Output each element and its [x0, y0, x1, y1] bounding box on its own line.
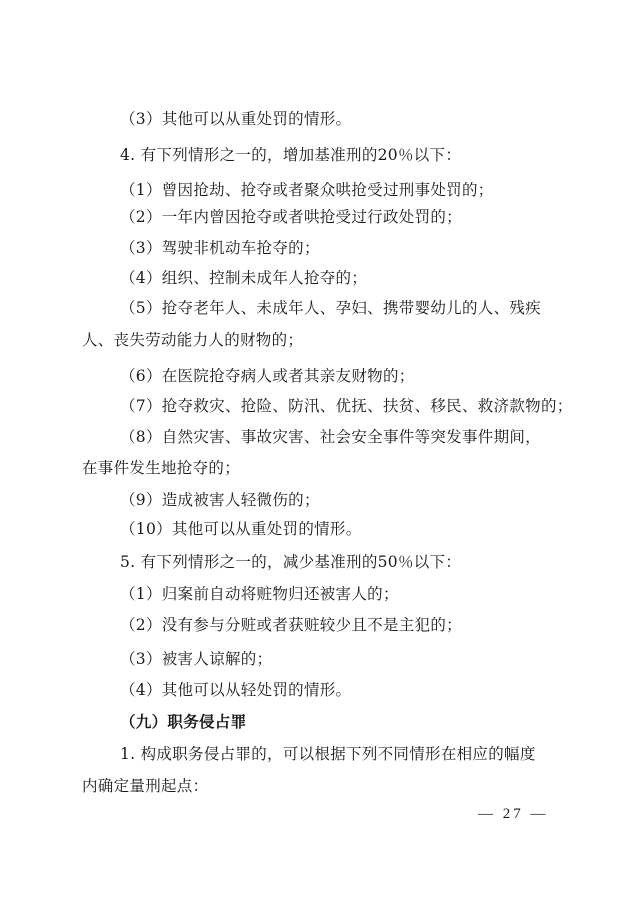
clause-5-item-4: （4）其他可以从轻处罚的情形。	[120, 681, 352, 699]
clause-4-increase: 4. 有下列情形之一的，增加基准刑的20％以下：	[120, 146, 462, 164]
clause-5-item-3: （3）被害人谅解的；	[120, 650, 273, 668]
clause-4-item-5-continued: 人、丧失劳动能力人的财物的；	[82, 331, 304, 349]
clause-4-item-4: （4）组织、控制未成年人抢夺的；	[120, 269, 368, 287]
section-9-clause-1-continued: 内确定量刑起点：	[82, 777, 209, 795]
clause-4-item-3: （3）驾驶非机动车抢夺的；	[120, 239, 320, 257]
clause-4-item-10: （10）其他可以从重处罚的情形。	[120, 520, 362, 538]
clause-4-item-6: （6）在医院抢夺病人或者其亲友财物的；	[120, 367, 415, 385]
clause-4-item-5: （5）抢夺老年人、未成年人、孕妇、携带婴幼儿的人、残疾	[120, 299, 541, 317]
clause-5-decrease: 5. 有下列情形之一的，减少基准刑的50％以下：	[120, 553, 462, 571]
clause-5-item-1: （1）归案前自动将赃物归还被害人的；	[120, 585, 399, 603]
clause-4-item-2: （2）一年内曾因抢夺或者哄抢受过行政处罚的；	[120, 208, 462, 226]
section-heading-job-embezzlement: （九）职务侵占罪	[120, 712, 247, 731]
clause-5-item-2: （2）没有参与分赃或者获赃较少且不是主犯的；	[120, 616, 462, 634]
section-9-clause-1: 1. 构成职务侵占罪的，可以根据下列不同情形在相应的幅度	[120, 745, 536, 763]
clause-4-item-1: （1）曾因抢劫、抢夺或者聚众哄抢受过刑事处罚的；	[120, 181, 494, 199]
item-3-heavier-other: （3）其他可以从重处罚的情形。	[120, 110, 352, 128]
clause-4-item-9: （9）造成被害人轻微伤的；	[120, 491, 320, 509]
clause-4-item-7: （7）抢夺救灾、抢险、防汛、优抚、扶贫、移民、救济款物的；	[120, 397, 573, 415]
clause-4-item-8-continued: 在事件发生地抢夺的；	[82, 459, 241, 477]
page-number: — 27 —	[478, 806, 549, 822]
clause-4-item-8: （8）自然灾害、事故灾害、社会安全事件等突发事件期间，	[120, 428, 541, 446]
